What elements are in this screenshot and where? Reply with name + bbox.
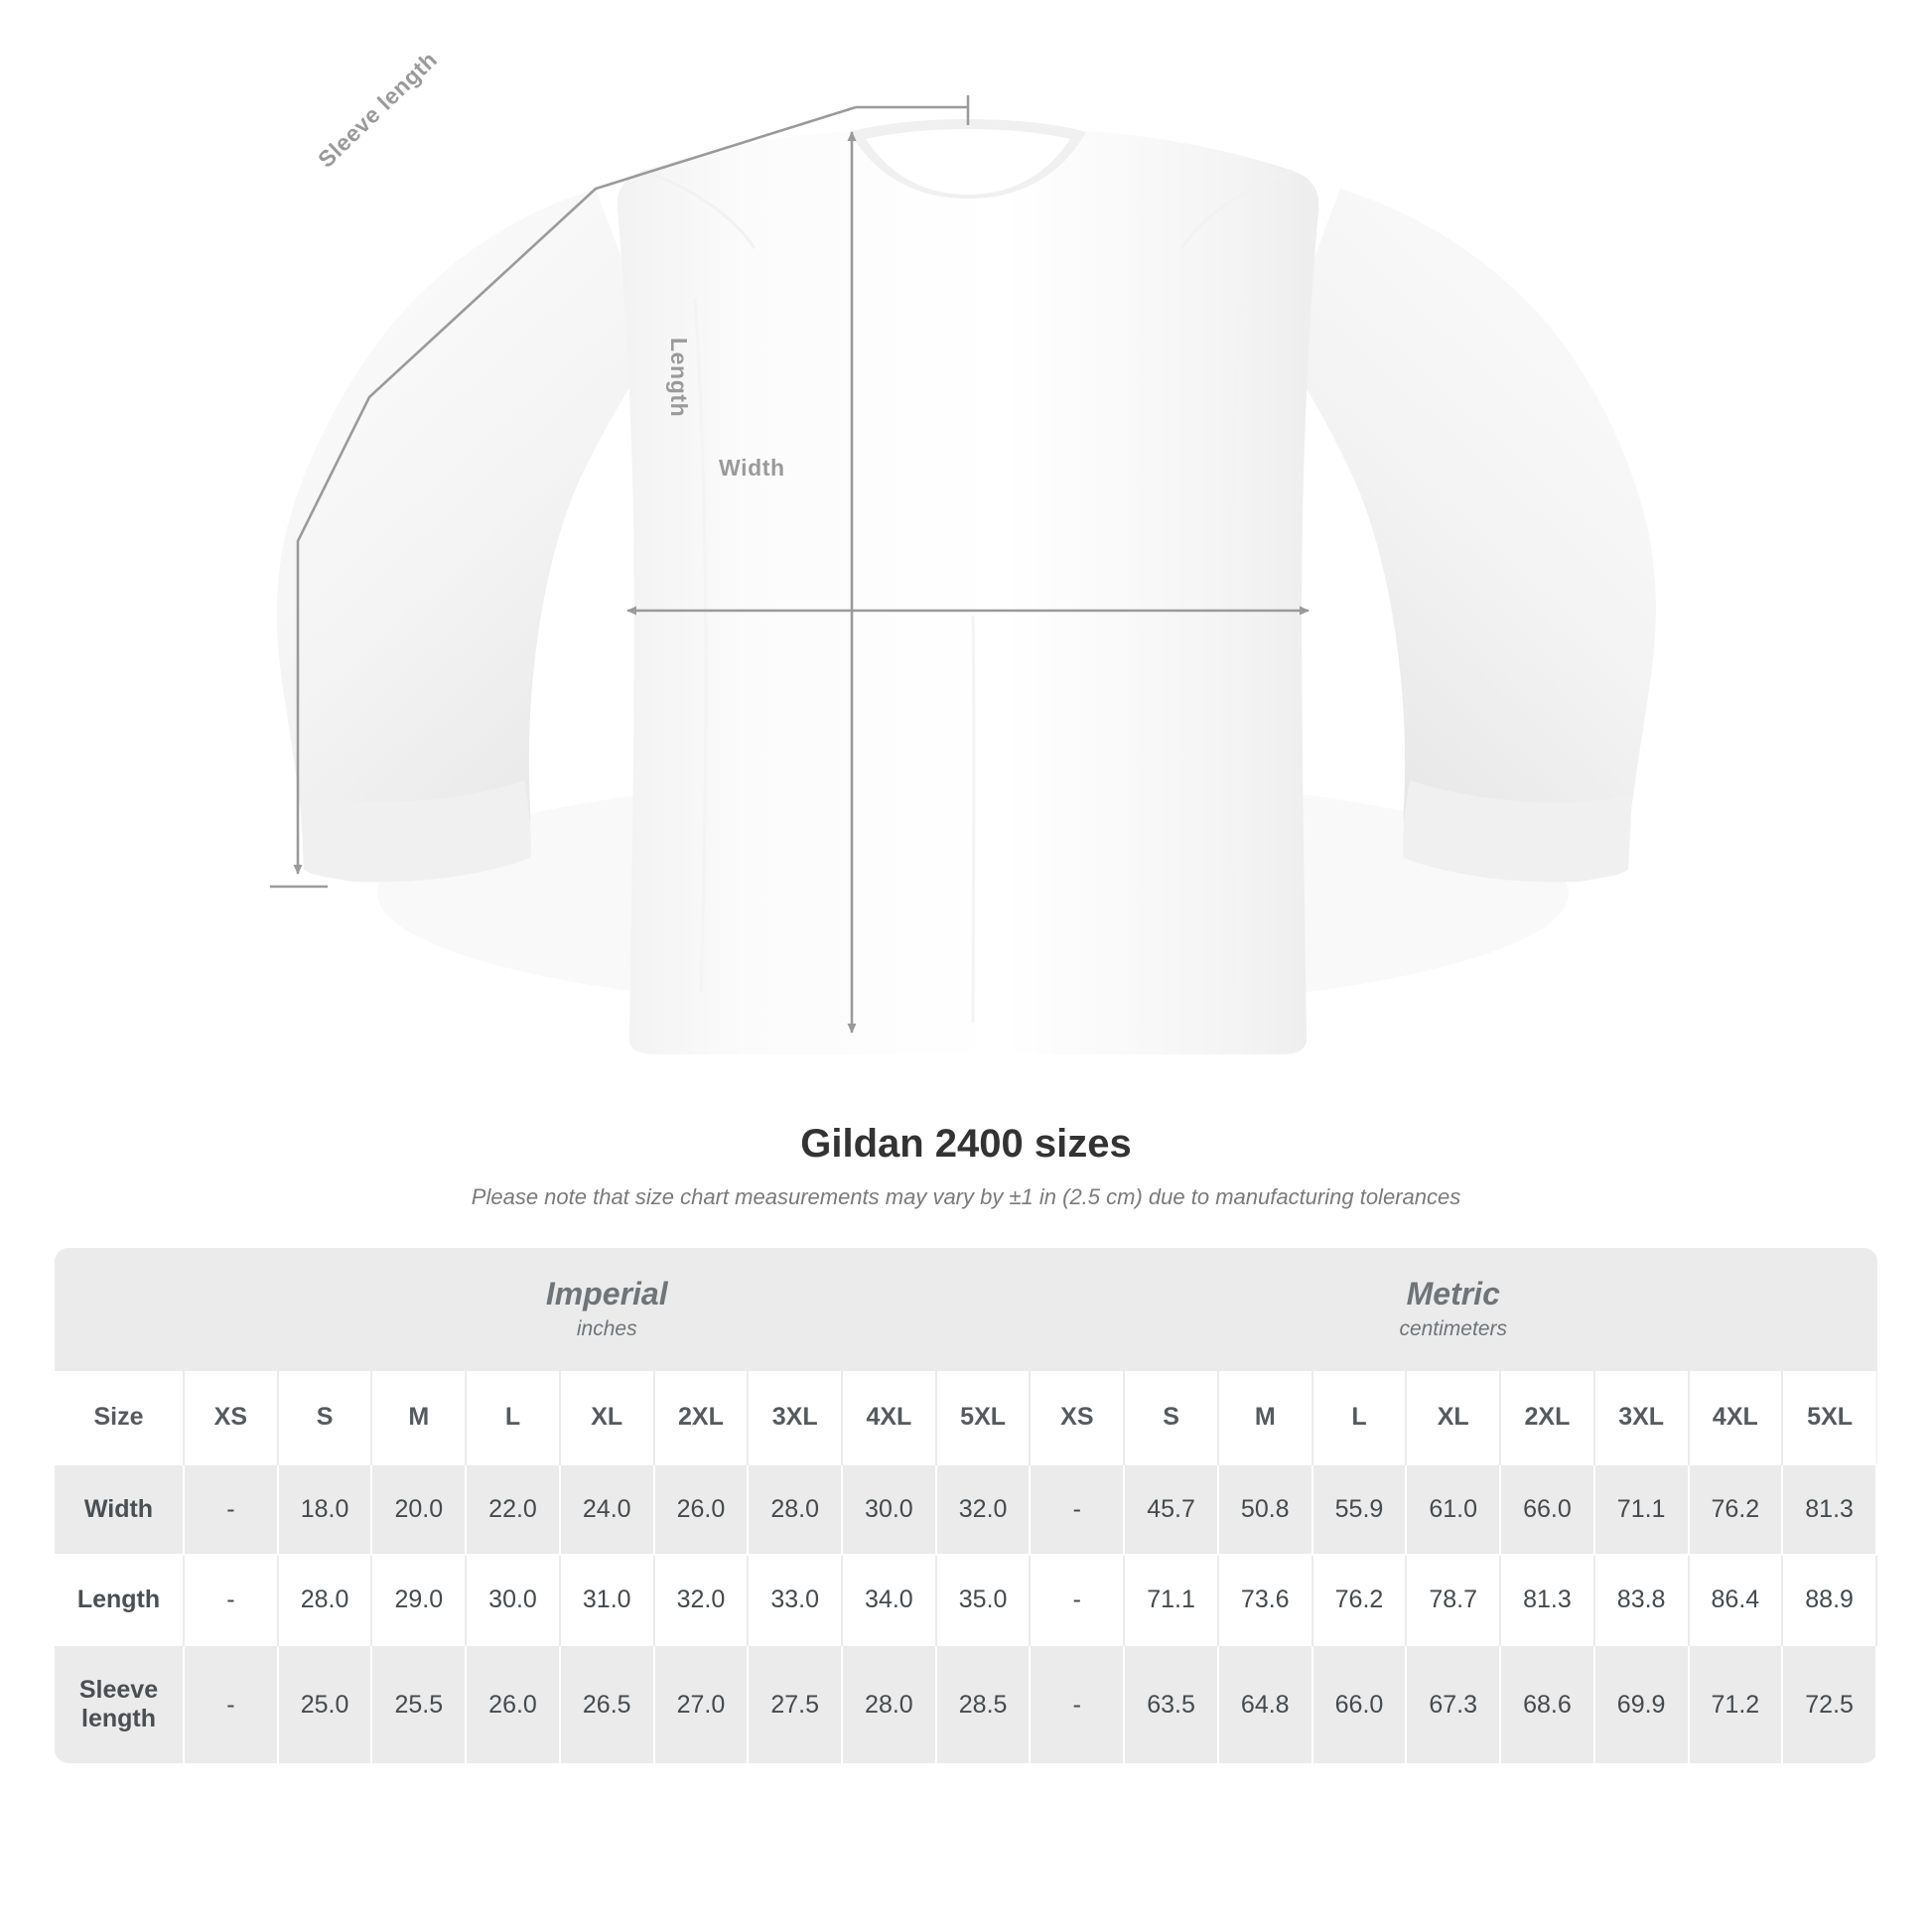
- cell-length-imperial-s: 28.0: [278, 1555, 372, 1645]
- cell-width-metric-2xl: 66.0: [1500, 1464, 1594, 1555]
- unit-group-imperial: [184, 1248, 1030, 1371]
- size-header-metric-m: M: [1218, 1371, 1312, 1464]
- cell-width-metric-3xl: 71.1: [1594, 1464, 1689, 1555]
- cell-width-imperial-xl: 24.0: [560, 1464, 654, 1555]
- title-block: [0, 1122, 1932, 1210]
- size-header-row: [55, 1371, 1876, 1464]
- size-header-imperial-3xl: 3XL: [748, 1371, 842, 1464]
- unit-group-metric: [1030, 1248, 1876, 1371]
- width-label: Width: [719, 455, 785, 481]
- size-header-imperial-xl: XL: [560, 1371, 654, 1464]
- cell-length-metric-xs: -: [1030, 1555, 1124, 1645]
- table-row: [55, 1645, 1876, 1763]
- cell-length-imperial-m: 29.0: [371, 1555, 466, 1645]
- left-sleeve: [277, 189, 655, 882]
- cell-width-imperial-2xl: 26.0: [654, 1464, 749, 1555]
- size-header-metric-xl: XL: [1406, 1371, 1500, 1464]
- unit-group-metric-sub: centimeters: [1399, 1317, 1507, 1340]
- cell-sleeve-metric-xl: 67.3: [1406, 1645, 1500, 1763]
- cell-sleeve-metric-l: 66.0: [1312, 1645, 1407, 1763]
- page-title: Gildan 2400 sizes: [800, 1122, 1132, 1166]
- cell-width-imperial-5xl: 32.0: [936, 1464, 1031, 1555]
- cell-length-metric-5xl: 88.9: [1782, 1555, 1876, 1645]
- cell-sleeve-metric-5xl: 72.5: [1782, 1645, 1876, 1763]
- cell-width-metric-l: 55.9: [1312, 1464, 1407, 1555]
- cell-sleeve-imperial-m: 25.5: [371, 1645, 466, 1763]
- size-header-imperial-4xl: 4XL: [842, 1371, 936, 1464]
- cell-sleeve-imperial-s: 25.0: [278, 1645, 372, 1763]
- cell-sleeve-metric-m: 64.8: [1218, 1645, 1312, 1763]
- cell-width-metric-xl: 61.0: [1406, 1464, 1500, 1555]
- cell-width-metric-xs: -: [1030, 1464, 1124, 1555]
- cell-sleeve-metric-3xl: 69.9: [1594, 1645, 1689, 1763]
- cell-width-imperial-l: 22.0: [466, 1464, 560, 1555]
- unit-group-imperial-name: Imperial: [545, 1276, 668, 1311]
- cell-sleeve-imperial-2xl: 27.0: [654, 1645, 749, 1763]
- cell-width-metric-s: 45.7: [1124, 1464, 1218, 1555]
- cell-sleeve-imperial-xl: 26.5: [560, 1645, 654, 1763]
- unit-header-spacer: [55, 1248, 184, 1371]
- cell-length-imperial-5xl: 35.0: [936, 1555, 1031, 1645]
- cell-width-metric-5xl: 81.3: [1782, 1464, 1876, 1555]
- size-table: [55, 1248, 1877, 1763]
- size-header-imperial-m: M: [371, 1371, 466, 1464]
- cell-sleeve-imperial-xs: -: [184, 1645, 278, 1763]
- unit-group-metric-name: Metric: [1406, 1276, 1500, 1311]
- size-header-label: Size: [55, 1371, 184, 1464]
- size-header-imperial-s: S: [278, 1371, 372, 1464]
- tolerance-note: Please note that size chart measurements may vary by ±1 in (2.5 cm) due to manufacturing tolerances: [471, 1184, 1461, 1209]
- cell-length-imperial-l: 30.0: [466, 1555, 560, 1645]
- cell-sleeve-metric-2xl: 68.6: [1500, 1645, 1594, 1763]
- size-header-metric-xs: XS: [1030, 1371, 1124, 1464]
- cell-length-metric-s: 71.1: [1124, 1555, 1218, 1645]
- row-label-length: Length: [55, 1555, 184, 1645]
- cell-length-metric-3xl: 83.8: [1594, 1555, 1689, 1645]
- size-header-metric-s: S: [1124, 1371, 1218, 1464]
- sleeve-length-label: Sleeve length: [313, 46, 443, 173]
- cell-sleeve-metric-s: 63.5: [1124, 1645, 1218, 1763]
- cell-sleeve-metric-4xl: 71.2: [1689, 1645, 1783, 1763]
- size-header-metric-4xl: 4XL: [1689, 1371, 1783, 1464]
- cell-width-imperial-s: 18.0: [278, 1464, 372, 1555]
- right-sleeve: [1281, 189, 1656, 882]
- size-header-metric-l: L: [1312, 1371, 1407, 1464]
- cell-sleeve-imperial-4xl: 28.0: [842, 1645, 936, 1763]
- cell-sleeve-imperial-3xl: 27.5: [748, 1645, 842, 1763]
- size-table-wrapper: [55, 1248, 1877, 1763]
- table-row: [55, 1464, 1876, 1555]
- cell-length-imperial-xs: -: [184, 1555, 278, 1645]
- cell-width-imperial-3xl: 28.0: [748, 1464, 842, 1555]
- cell-length-imperial-3xl: 33.0: [748, 1555, 842, 1645]
- cell-length-imperial-2xl: 32.0: [654, 1555, 749, 1645]
- cell-length-metric-xl: 78.7: [1406, 1555, 1500, 1645]
- cell-width-metric-m: 50.8: [1218, 1464, 1312, 1555]
- row-label-sleeve-length: Sleeve length: [55, 1645, 184, 1763]
- row-label-width: Width: [55, 1464, 184, 1555]
- cell-width-imperial-xs: -: [184, 1464, 278, 1555]
- cell-sleeve-imperial-l: 26.0: [466, 1645, 560, 1763]
- cell-width-imperial-m: 20.0: [371, 1464, 466, 1555]
- cell-length-metric-4xl: 86.4: [1689, 1555, 1783, 1645]
- cell-length-imperial-4xl: 34.0: [842, 1555, 936, 1645]
- size-header-metric-5xl: 5XL: [1782, 1371, 1876, 1464]
- shirt-body: [618, 131, 1319, 1054]
- size-header-imperial-xs: XS: [184, 1371, 278, 1464]
- size-header-metric-3xl: 3XL: [1594, 1371, 1689, 1464]
- length-label: Length: [666, 338, 692, 418]
- size-header-imperial-l: L: [466, 1371, 560, 1464]
- cell-length-metric-2xl: 81.3: [1500, 1555, 1594, 1645]
- unit-group-imperial-sub: inches: [576, 1317, 637, 1340]
- cell-length-imperial-xl: 31.0: [560, 1555, 654, 1645]
- size-header-imperial-5xl: 5XL: [936, 1371, 1031, 1464]
- cell-length-metric-l: 76.2: [1312, 1555, 1407, 1645]
- cell-width-metric-4xl: 76.2: [1689, 1464, 1783, 1555]
- table-row: [55, 1555, 1876, 1645]
- size-header-metric-2xl: 2XL: [1500, 1371, 1594, 1464]
- cell-width-imperial-4xl: 30.0: [842, 1464, 936, 1555]
- cell-sleeve-metric-xs: -: [1030, 1645, 1124, 1763]
- cell-sleeve-imperial-5xl: 28.5: [936, 1645, 1031, 1763]
- cell-length-metric-m: 73.6: [1218, 1555, 1312, 1645]
- size-header-imperial-2xl: 2XL: [654, 1371, 749, 1464]
- unit-header-row: [55, 1248, 1876, 1371]
